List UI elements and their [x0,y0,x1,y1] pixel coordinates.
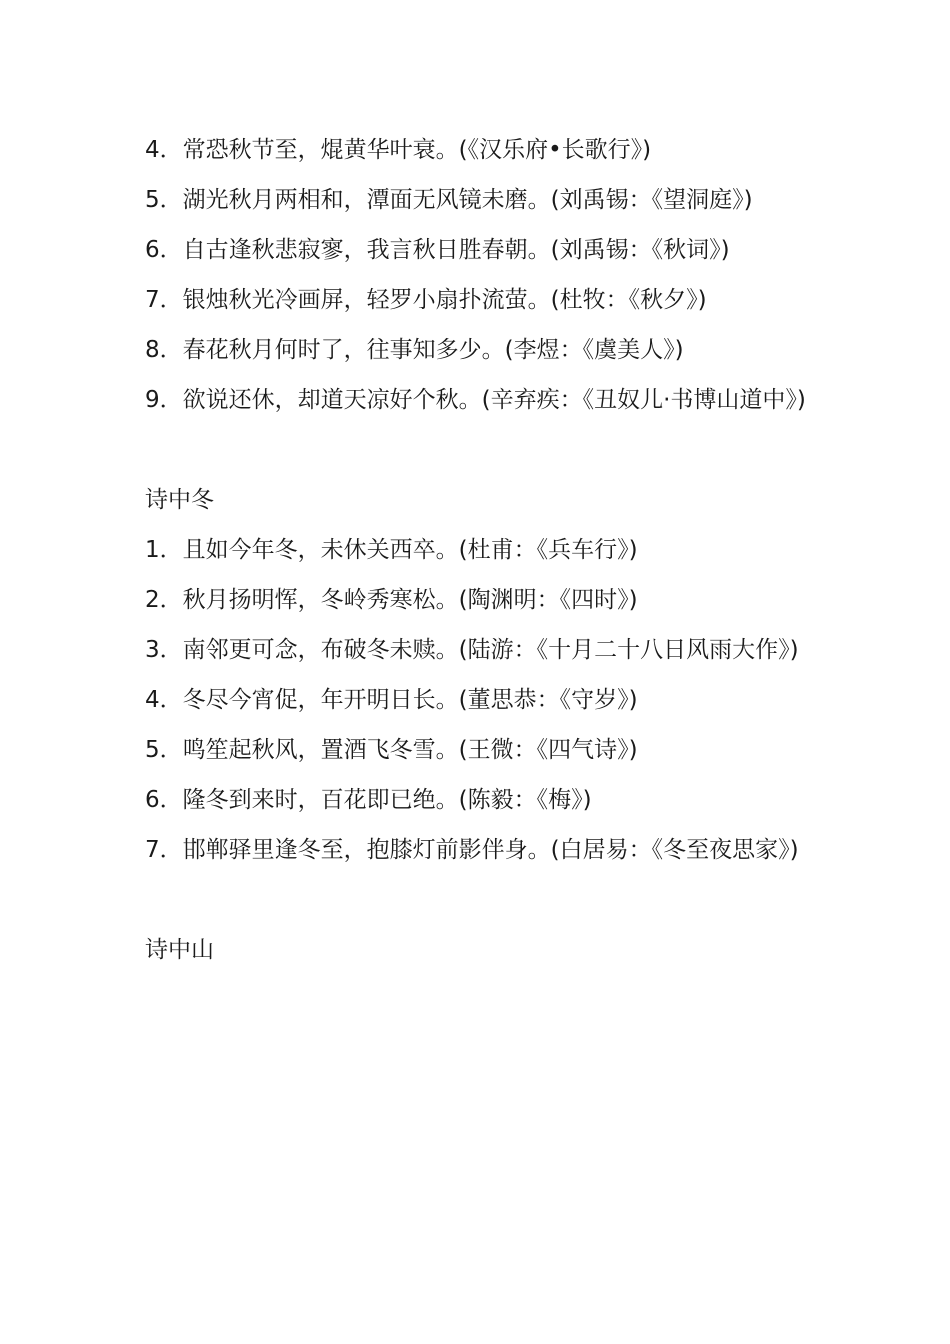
winter-line-4 [145,675,807,725]
autumn-line-4 [145,125,807,175]
poem-line-text: 南邻更可念，布破冬未赎。(陆游：《十月二十八日风雨大作》) [182,637,799,663]
winter-line-6 [145,775,807,825]
line-number: 7． [145,287,183,313]
winter-line-2 [145,575,807,625]
line-number: 1． [145,537,183,563]
line-number: 5． [145,187,183,213]
line-number: 6． [145,787,183,813]
section-heading-mountain: 诗中山 [145,937,214,963]
poem-line-text: 且如今年冬，未休关西卒。(杜甫：《兵车行》) [182,537,638,563]
poem-line-text: 春花秋月何时了，往事知多少。(李煜：《虞美人》) [182,337,684,363]
winter-line-1 [145,525,807,575]
autumn-line-9 [145,375,807,425]
poem-line-text: 隆冬到来时，百花即已绝。(陈毅：《梅》) [182,787,592,813]
autumn-line-6 [145,225,807,275]
poem-line-text: 秋月扬明恽，冬岭秀寒松。(陶渊明：《四时》) [182,587,638,613]
poem-line-text: 湖光秋月两相和，潭面无风镜未磨。(刘禹锡：《望洞庭》) [182,187,753,213]
autumn-line-7 [145,275,807,325]
line-number: 5． [145,737,183,763]
poem-line-text: 冬尽今宵促，年开明日长。(董思恭：《守岁》) [182,687,638,713]
blank-line [145,425,807,475]
winter-line-3 [145,625,807,675]
line-number: 4． [145,687,183,713]
line-number: 8． [145,337,183,363]
line-number: 4． [145,137,183,163]
poem-line-text: 自古逢秋悲寂寥，我言秋日胜春朝。(刘禹锡：《秋词》) [182,237,730,263]
line-number: 7． [145,837,183,863]
line-number: 6． [145,237,183,263]
line-number: 2． [145,587,183,613]
poem-line-text: 邯郸驿里逢冬至，抱膝灯前影伴身。(白居易：《冬至夜思家》) [182,837,799,863]
autumn-line-5 [145,175,807,225]
line-number: 3． [145,637,183,663]
poem-line-text: 常恐秋节至，焜黄华叶衰。(《汉乐府•长歌行》) [182,137,652,163]
line-number: 9． [145,387,183,413]
autumn-line-8 [145,325,807,375]
blank-line [145,875,807,925]
winter-line-5 [145,725,807,775]
poem-line-text: 鸣笙起秋风，置酒飞冬雪。(王微：《四气诗》) [182,737,638,763]
poem-line-text: 银烛秋光冷画屏，轻罗小扇扑流萤。(杜牧：《秋夕》) [182,287,707,313]
section-heading-winter: 诗中冬 [145,487,214,513]
winter-line-7 [145,825,807,875]
poem-line-text: 欲说还休，却道天凉好个秋。(辛弃疾：《丑奴儿·书博山道中》) [182,387,806,413]
document-page [145,125,807,975]
